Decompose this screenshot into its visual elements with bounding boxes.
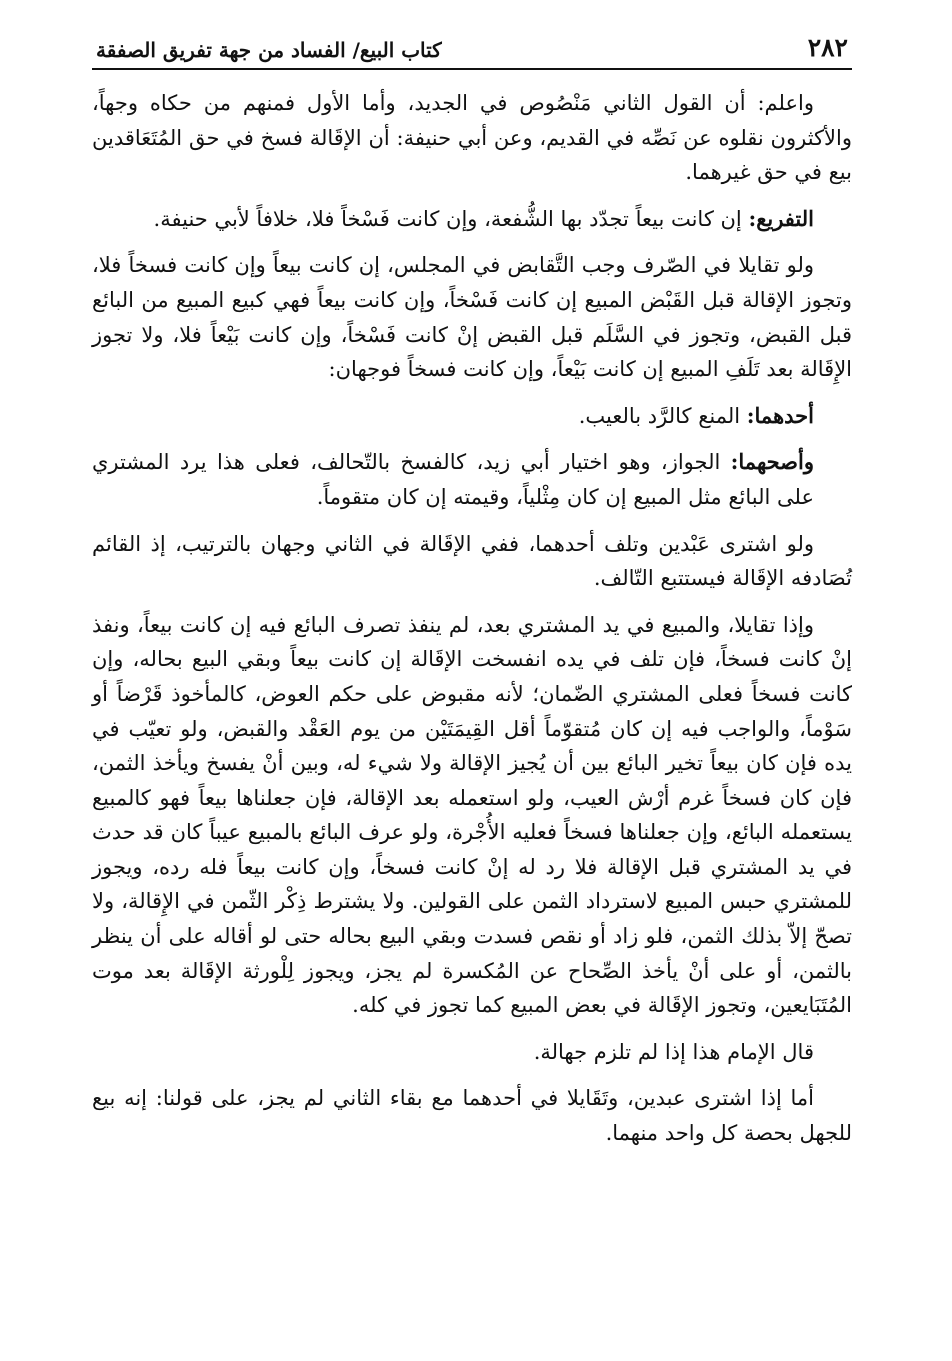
paragraph-text: ولو تقايلا في الصّرف وجب التَّقابض في المجلس، إن كانت بيعاً وإن كانت فسخاً فلا، وتجوز الإقالة قبل القَبْض المبيع إن كانت فَسْخاً، وإن كانت بيعاً فهي كبيع المبيع من البائع قبل القبض، وتجوز في السَّلَم قبل القبض إنْ كانت فَسْخاً، وإن كانت بَيْعاً فلا، ولا تجوز الإِقَالة بعد تَلَفِ المبيع إن كانت بَيْعاً، وإن كانت فسخاً فوجهان: — [92, 253, 852, 382]
paragraph-text: المنع كالرَّد بالعيب. — [578, 403, 747, 428]
paragraph-lead: أحدهما: — [746, 402, 814, 428]
paragraph-ahaduhuma — [92, 399, 852, 434]
paragraph-sarf — [92, 248, 852, 386]
paragraph-abdayn — [92, 527, 852, 596]
running-header — [92, 26, 852, 70]
paragraph-abdayn-jahl — [92, 1081, 852, 1150]
paragraph-text: أما إذا اشترى عبدين، وتَقَايلا في أحدهما مع بقاء الثاني لم يجز، على قولنا: إنه بيع للجهل بحصة كل واحد منهما. — [92, 1086, 852, 1146]
body-text — [92, 86, 852, 1151]
paragraph-text: واعلم: أن القول الثاني مَنْصُوص في الجديد، وأما الأول فمنهم من حكاه وجهاً، والأكثرون نقلوه عن نَصِّه في القديم، وعن أبي حنيفة: أن الإقَالة فسخ في حق المُتَعَاقدين بيع في حق غيرهما. — [92, 91, 852, 185]
paragraph-imam — [92, 1035, 852, 1070]
paragraph-tafri — [92, 202, 852, 237]
paragraph-text: وإذا تقايلا، والمبيع في يد المشتري بعد، لم ينفذ تصرف البائع فيه إن كانت بيعاً، ونفذ إنْ كانت فسخاً، فإن تلف في يده انفسخت الإقَالة إن كانت بيعاً وبقي البيع بحاله، وإن كانت فسخاً فعلى المشتري الضّمان؛ لأنه مقبوض على حكم العوض، كالمأخوذ قَرْضاً أو سَوْماً، والواجب فيه إن كان مُتقوّماً أقل القِيمَتَيْن من يوم العَقْد والقبض، ولو تعيّب في يده فإن كان بيعاً تخير البائع بين أن يُجيز الإقالة ولا شيء له، وبين أنْ يفسخ ويأخذ الثمن، فإن كان فسخاً غرم أرْش العيب، ولو استعمله بعد الإقالة، فإن جعلناها بيعاً فهو كالمبيع يستعمله البائع، وإن جعلناها فسخاً فعليه الأُجْرة، ولو عرف البائع بالمبيع عيباً كان قد حدث في يد المشتري قبل الإقالة فلا رد له إنْ كانت فسخاً، وإن كانت بيعاً فله رده، ويجوز للمشتري حبس المبيع لاسترداد الثمن على القولين. ولا يشترط ذِكْر الثّمن في الإِقالة، ولا تصحّ إلاّ بذلك الثمن، فلو زاد أو نقص فسدت وبقي البيع بحاله حتى لو أقاله على أن ينظر بالثمن، أو على أنْ يأخذ الصِّحاح عن المُكسرة لم يجز، ويجوز لِلْورثة الإقَالة بعد موت المُتَبَايعين، وتجوز الإقَالة في بعض المبيع كما تجوز في كله. — [92, 612, 852, 1018]
paragraph-taqayala — [92, 608, 852, 1023]
page-number: ٢٨٢ — [807, 33, 848, 62]
paragraph-text: إن كانت بيعاً تجدّد بها الشُّفعة، وإن كانت فَسْخاً فلا، خلافاً لأبي حنيفة. — [153, 206, 749, 231]
paragraph-asahhuhuma — [92, 445, 852, 514]
book-page — [92, 26, 852, 1336]
paragraph-text: قال الإمام هذا إذا لم تلزم جهالة. — [533, 1039, 814, 1064]
paragraph-lead: وأصحهما: — [730, 449, 814, 475]
paragraph-text: الجواز، وهو اختيار أبي زيد، كالفسخ بالتّحالف، فعلى هذا يرد المشتري على البائع مثل المبيع إن كان مِثْلياً، وقيمته إن كان متقوماً. — [92, 450, 814, 509]
paragraph-lead: التفريع: — [748, 205, 814, 231]
paragraph-qawl-thani — [92, 86, 852, 190]
paragraph-text: ولو اشترى عَبْدين وتلف أحدهما، ففي الإقَالة في الثاني وجهان بالترتيب، إذ القائم تُصَادفه الإقَالة فيستتبع التّالف. — [92, 531, 852, 591]
running-title: كتاب البيع/ الفساد من جهة تفريق الصفقة — [96, 38, 442, 62]
